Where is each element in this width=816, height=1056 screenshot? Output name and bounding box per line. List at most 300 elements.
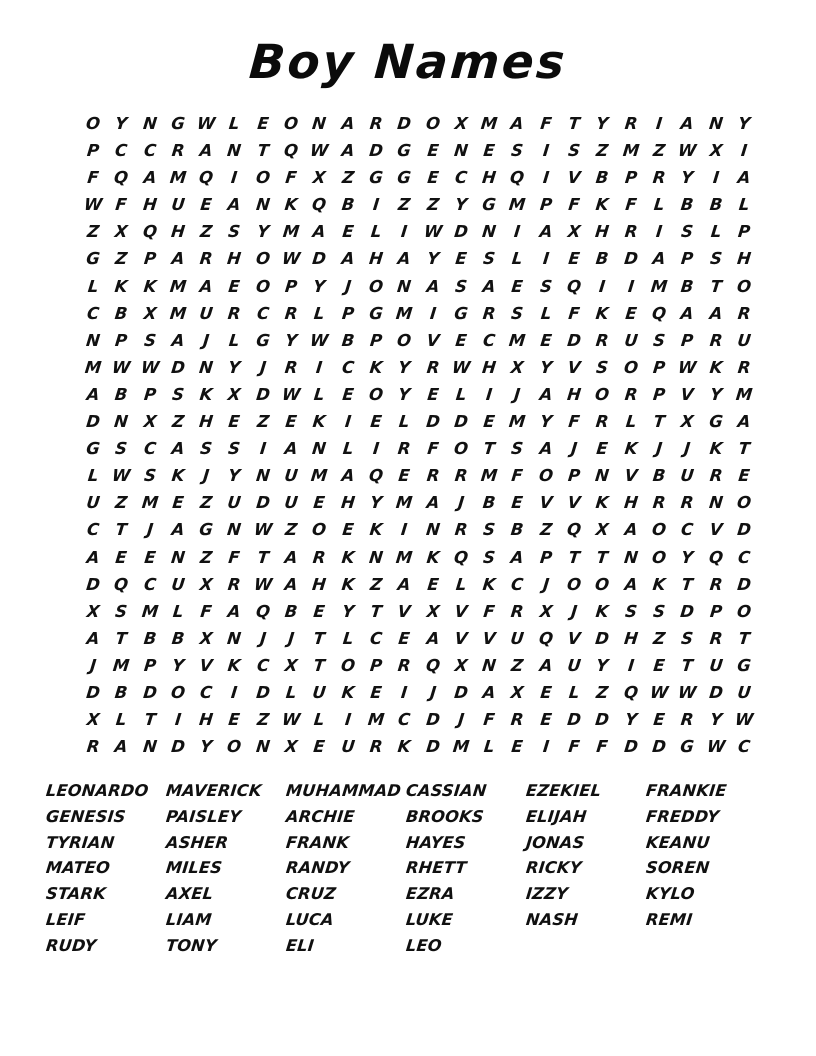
word-list-item[interactable]: ELIJAH xyxy=(525,806,588,826)
grid-cell[interactable]: U xyxy=(707,655,724,675)
grid-cell[interactable]: D xyxy=(424,412,441,432)
grid-cell[interactable]: S xyxy=(510,141,525,161)
grid-cell[interactable]: E xyxy=(256,114,270,133)
grid-cell[interactable]: V xyxy=(566,628,582,648)
word-list-item[interactable]: FREDDY xyxy=(645,806,721,826)
grid-cell[interactable]: E xyxy=(397,628,412,648)
grid-cell[interactable]: B xyxy=(283,601,299,621)
grid-cell[interactable]: L xyxy=(228,114,241,133)
grid-cell[interactable]: S xyxy=(482,547,497,567)
grid-cell[interactable]: E xyxy=(143,547,157,567)
grid-cell[interactable]: G xyxy=(198,520,215,540)
grid-cell[interactable]: Z xyxy=(86,222,101,242)
grid-cell[interactable]: E xyxy=(482,412,496,432)
grid-cell[interactable]: W xyxy=(705,737,726,757)
grid-cell[interactable]: S xyxy=(567,141,582,161)
grid-cell[interactable]: P xyxy=(114,330,129,350)
grid-cell[interactable]: O xyxy=(735,276,752,296)
grid-cell[interactable]: E xyxy=(312,493,327,513)
grid-cell[interactable]: S xyxy=(538,276,553,296)
word-list-item[interactable]: MATEO xyxy=(45,858,111,878)
grid-cell[interactable]: S xyxy=(623,601,638,621)
grid-cell[interactable]: T xyxy=(709,276,723,296)
grid-cell[interactable]: V xyxy=(481,628,497,648)
grid-cell[interactable]: E xyxy=(341,520,355,540)
grid-cell[interactable]: V xyxy=(198,655,214,675)
grid-cell[interactable]: A xyxy=(340,114,356,133)
grid-cell[interactable]: U xyxy=(226,493,243,513)
grid-cell[interactable]: R xyxy=(623,222,639,242)
grid-cell[interactable]: R xyxy=(425,357,441,377)
grid-cell[interactable]: O xyxy=(537,466,554,486)
word-list-item[interactable]: LEO xyxy=(405,935,443,955)
grid-cell[interactable]: O xyxy=(651,520,668,540)
grid-cell[interactable]: R xyxy=(397,439,412,459)
grid-cell[interactable]: T xyxy=(114,628,129,648)
grid-cell[interactable]: Z xyxy=(425,195,440,215)
grid-cell[interactable]: Z xyxy=(595,682,610,702)
grid-cell[interactable]: H xyxy=(170,222,186,242)
grid-cell[interactable]: Z xyxy=(199,222,214,242)
grid-cell[interactable]: A xyxy=(425,276,441,296)
grid-cell[interactable]: A xyxy=(538,655,554,675)
grid-cell[interactable]: U xyxy=(509,628,526,648)
grid-cell[interactable]: D xyxy=(453,682,469,702)
grid-cell[interactable]: I xyxy=(541,168,550,188)
grid-cell[interactable]: N xyxy=(255,737,271,757)
grid-cell[interactable]: E xyxy=(227,710,242,730)
grid-cell[interactable]: E xyxy=(284,412,298,432)
grid-cell[interactable]: I xyxy=(739,141,749,161)
grid-cell[interactable]: O xyxy=(651,547,668,567)
word-list-item[interactable]: LUCA xyxy=(285,909,335,929)
grid-cell[interactable]: B xyxy=(680,276,695,296)
grid-cell[interactable]: P xyxy=(369,655,384,675)
grid-cell[interactable]: H xyxy=(481,357,498,377)
grid-cell[interactable]: M xyxy=(395,547,414,567)
grid-cell[interactable]: F xyxy=(227,547,242,567)
grid-cell[interactable]: K xyxy=(368,357,384,377)
grid-cell[interactable]: N xyxy=(622,547,639,567)
grid-cell[interactable]: K xyxy=(397,737,412,757)
grid-cell[interactable]: R xyxy=(312,547,327,567)
grid-cell[interactable]: F xyxy=(624,195,638,215)
grid-cell[interactable]: X xyxy=(510,357,525,377)
grid-cell[interactable]: Q xyxy=(368,466,385,486)
grid-cell[interactable]: X xyxy=(198,574,214,594)
grid-cell[interactable]: E xyxy=(227,276,242,296)
grid-cell[interactable]: E xyxy=(567,249,581,269)
word-list-item[interactable]: REMI xyxy=(645,909,694,929)
grid-cell[interactable]: X xyxy=(198,628,214,648)
grid-cell[interactable]: K xyxy=(595,303,610,323)
grid-cell[interactable]: N xyxy=(226,628,243,648)
grid-cell[interactable]: P xyxy=(142,384,157,404)
grid-cell[interactable]: E xyxy=(539,330,553,350)
grid-cell[interactable]: N xyxy=(707,114,724,133)
grid-cell[interactable]: G xyxy=(453,303,469,323)
grid-cell[interactable]: L xyxy=(709,222,722,242)
grid-cell[interactable]: M xyxy=(621,141,641,161)
grid-cell[interactable]: R xyxy=(623,384,639,404)
grid-cell[interactable]: K xyxy=(283,195,299,215)
grid-cell[interactable]: W xyxy=(677,141,698,161)
word-list-item[interactable]: ARCHIE xyxy=(285,806,356,826)
grid-cell[interactable]: W xyxy=(196,114,217,133)
grid-cell[interactable]: J xyxy=(145,520,154,540)
word-list-item[interactable]: GENESIS xyxy=(45,806,127,826)
grid-cell[interactable]: P xyxy=(736,222,752,242)
grid-cell[interactable]: E xyxy=(199,195,213,215)
grid-cell[interactable]: O xyxy=(254,276,271,296)
word-list-item[interactable]: CRUZ xyxy=(285,884,338,904)
grid-cell[interactable]: Z xyxy=(255,710,270,730)
grid-cell[interactable]: W xyxy=(309,330,330,350)
grid-cell[interactable]: A xyxy=(227,601,243,621)
grid-cell[interactable]: A xyxy=(538,384,554,404)
grid-cell[interactable]: W xyxy=(733,710,755,730)
grid-cell[interactable]: I xyxy=(655,114,664,133)
grid-cell[interactable]: S xyxy=(114,439,129,459)
grid-cell[interactable]: A xyxy=(538,222,554,242)
grid-cell[interactable]: F xyxy=(595,737,610,757)
grid-cell[interactable]: F xyxy=(482,601,496,621)
grid-cell[interactable]: P xyxy=(284,276,299,296)
word-list-item[interactable]: AXEL xyxy=(165,884,215,904)
grid-cell[interactable]: I xyxy=(315,357,324,377)
grid-cell[interactable]: M xyxy=(480,466,499,486)
grid-cell[interactable]: H xyxy=(736,249,752,269)
grid-cell[interactable]: I xyxy=(372,195,381,215)
grid-cell[interactable]: S xyxy=(680,222,695,242)
grid-cell[interactable]: L xyxy=(86,466,100,486)
grid-cell[interactable]: Y xyxy=(425,249,440,269)
grid-cell[interactable]: M xyxy=(395,303,414,323)
grid-cell[interactable]: M xyxy=(168,276,188,296)
grid-cell[interactable]: A xyxy=(340,249,356,269)
grid-cell[interactable]: I xyxy=(541,737,550,757)
grid-cell[interactable]: R xyxy=(510,710,525,730)
grid-cell[interactable]: W xyxy=(281,710,302,730)
grid-cell[interactable]: B xyxy=(340,330,356,350)
grid-cell[interactable]: X xyxy=(114,222,129,242)
grid-cell[interactable]: I xyxy=(711,168,720,188)
grid-cell[interactable]: I xyxy=(541,141,550,161)
grid-cell[interactable]: G xyxy=(736,655,752,675)
grid-cell[interactable]: D xyxy=(622,737,639,757)
grid-cell[interactable]: Y xyxy=(538,412,553,432)
grid-cell[interactable]: A xyxy=(481,682,497,702)
grid-cell[interactable]: N xyxy=(311,114,328,133)
grid-cell[interactable]: E xyxy=(426,574,440,594)
grid-cell[interactable]: Y xyxy=(623,710,638,730)
grid-cell[interactable]: R xyxy=(736,357,752,377)
grid-cell[interactable]: A xyxy=(510,547,525,567)
grid-cell[interactable]: R xyxy=(85,737,101,757)
grid-cell[interactable]: S xyxy=(595,357,610,377)
grid-cell[interactable]: Q xyxy=(509,168,526,188)
grid-cell[interactable]: G xyxy=(396,168,413,188)
grid-cell[interactable]: L xyxy=(284,682,298,702)
grid-cell[interactable]: P xyxy=(680,249,695,269)
grid-cell[interactable]: A xyxy=(170,330,186,350)
grid-cell[interactable]: I xyxy=(343,710,352,730)
grid-cell[interactable]: J xyxy=(343,276,352,296)
grid-cell[interactable]: F xyxy=(567,737,581,757)
grid-cell[interactable]: W xyxy=(139,357,160,377)
grid-cell[interactable]: L xyxy=(341,439,355,459)
grid-cell[interactable]: Z xyxy=(255,412,270,432)
grid-cell[interactable]: L xyxy=(115,710,128,730)
grid-cell[interactable]: R xyxy=(368,737,384,757)
grid-cell[interactable]: Y xyxy=(227,357,242,377)
grid-cell[interactable]: E xyxy=(510,737,525,757)
word-list-item[interactable]: MAVERICK xyxy=(165,781,263,800)
grid-cell[interactable]: D xyxy=(396,114,413,133)
grid-cell[interactable]: U xyxy=(198,303,215,323)
grid-cell[interactable]: N xyxy=(198,357,215,377)
grid-cell[interactable]: I xyxy=(400,682,409,702)
grid-cell[interactable]: B xyxy=(170,628,186,648)
grid-cell[interactable]: J xyxy=(258,628,268,648)
grid-cell[interactable]: G xyxy=(679,737,696,757)
grid-cell[interactable]: K xyxy=(114,276,129,296)
grid-cell[interactable]: D xyxy=(141,682,158,702)
grid-cell[interactable]: A xyxy=(85,547,101,567)
grid-cell[interactable]: B xyxy=(114,682,129,702)
grid-cell[interactable]: N xyxy=(396,276,413,296)
grid-cell[interactable]: E xyxy=(426,168,440,188)
grid-cell[interactable]: O xyxy=(396,330,413,350)
grid-cell[interactable]: Y xyxy=(255,222,270,242)
grid-cell[interactable]: H xyxy=(368,249,385,269)
word-list-item[interactable]: TONY xyxy=(165,935,218,955)
grid-cell[interactable]: E xyxy=(539,682,553,702)
grid-cell[interactable]: M xyxy=(168,168,188,188)
grid-cell[interactable]: N xyxy=(226,520,243,540)
grid-cell[interactable]: Q xyxy=(113,574,130,594)
grid-cell[interactable]: U xyxy=(170,574,186,594)
grid-cell[interactable]: X xyxy=(425,601,441,621)
grid-cell[interactable]: A xyxy=(623,520,639,540)
grid-cell[interactable]: K xyxy=(170,466,186,486)
grid-cell[interactable]: L xyxy=(86,276,100,296)
grid-cell[interactable]: L xyxy=(171,601,185,621)
grid-cell[interactable]: Z xyxy=(538,520,553,540)
word-list-item[interactable]: TYRIAN xyxy=(45,832,116,852)
grid-cell[interactable]: E xyxy=(114,547,129,567)
grid-cell[interactable]: E xyxy=(454,249,468,269)
grid-cell[interactable]: V xyxy=(425,330,441,350)
grid-cell[interactable]: N xyxy=(707,493,724,513)
grid-cell[interactable]: Q xyxy=(537,628,554,648)
grid-cell[interactable]: E xyxy=(426,141,440,161)
grid-cell[interactable]: Q xyxy=(651,303,668,323)
grid-cell[interactable]: Y xyxy=(369,493,384,513)
grid-cell[interactable]: S xyxy=(482,520,497,540)
grid-cell[interactable]: E xyxy=(510,276,525,296)
grid-cell[interactable]: R xyxy=(595,330,610,350)
grid-cell[interactable]: Y xyxy=(340,601,355,621)
grid-cell[interactable]: Q xyxy=(566,520,583,540)
grid-cell[interactable]: C xyxy=(482,330,497,350)
grid-cell[interactable]: K xyxy=(623,439,639,459)
grid-cell[interactable]: P xyxy=(142,655,157,675)
grid-cell[interactable]: U xyxy=(85,493,101,513)
grid-cell[interactable]: I xyxy=(655,222,664,242)
grid-cell[interactable]: N xyxy=(594,466,611,486)
grid-cell[interactable]: S xyxy=(142,330,157,350)
grid-cell[interactable]: O xyxy=(452,439,470,459)
grid-cell[interactable]: J xyxy=(89,655,98,675)
word-list-item[interactable]: KYLO xyxy=(645,884,696,904)
grid-cell[interactable]: X xyxy=(312,168,327,188)
grid-cell[interactable]: V xyxy=(453,601,469,621)
grid-cell[interactable]: C xyxy=(114,141,129,161)
grid-cell[interactable]: H xyxy=(226,249,243,269)
grid-cell[interactable]: Y xyxy=(397,357,412,377)
grid-cell[interactable]: Q xyxy=(622,682,639,702)
grid-cell[interactable]: J xyxy=(202,466,211,486)
grid-cell[interactable]: L xyxy=(567,682,581,702)
grid-cell[interactable]: A xyxy=(170,520,186,540)
grid-cell[interactable]: E xyxy=(369,412,383,432)
grid-cell[interactable]: L xyxy=(313,303,326,323)
grid-cell[interactable]: U xyxy=(340,737,356,757)
grid-cell[interactable]: P xyxy=(708,601,723,621)
grid-cell[interactable]: I xyxy=(230,168,239,188)
grid-cell[interactable]: N xyxy=(368,547,385,567)
grid-cell[interactable]: F xyxy=(86,168,100,188)
grid-cell[interactable]: J xyxy=(258,357,268,377)
grid-cell[interactable]: D xyxy=(170,737,186,757)
grid-cell[interactable]: E xyxy=(454,330,468,350)
grid-cell[interactable]: O xyxy=(594,574,611,594)
grid-cell[interactable]: F xyxy=(426,439,440,459)
grid-cell[interactable]: L xyxy=(454,384,468,404)
grid-cell[interactable]: X xyxy=(510,682,525,702)
grid-cell[interactable]: U xyxy=(736,330,752,350)
grid-cell[interactable]: Y xyxy=(312,276,327,296)
grid-cell[interactable]: T xyxy=(312,655,327,675)
grid-cell[interactable]: D xyxy=(622,249,639,269)
grid-cell[interactable]: A xyxy=(651,249,667,269)
grid-cell[interactable]: R xyxy=(425,466,441,486)
grid-cell[interactable]: N xyxy=(141,737,158,757)
grid-cell[interactable]: R xyxy=(736,303,752,323)
grid-cell[interactable]: A xyxy=(538,439,554,459)
grid-cell[interactable]: O xyxy=(622,357,639,377)
grid-cell[interactable]: V xyxy=(566,357,582,377)
grid-cell[interactable]: M xyxy=(310,466,329,486)
grid-cell[interactable]: A xyxy=(340,141,356,161)
grid-cell[interactable]: Y xyxy=(708,384,723,404)
grid-cell[interactable]: O xyxy=(254,168,271,188)
grid-cell[interactable]: I xyxy=(626,276,635,296)
grid-cell[interactable]: V xyxy=(397,601,412,621)
grid-cell[interactable]: E xyxy=(624,303,638,323)
grid-cell[interactable]: A xyxy=(198,141,214,161)
grid-cell[interactable]: E xyxy=(482,141,496,161)
grid-cell[interactable]: M xyxy=(282,222,301,242)
grid-cell[interactable]: N xyxy=(226,141,243,161)
grid-cell[interactable]: M xyxy=(508,412,527,432)
grid-cell[interactable]: R xyxy=(397,655,412,675)
grid-cell[interactable]: W xyxy=(281,384,302,404)
grid-cell[interactable]: F xyxy=(284,168,298,188)
grid-cell[interactable]: S xyxy=(708,249,723,269)
grid-cell[interactable]: D xyxy=(424,710,441,730)
grid-cell[interactable]: M xyxy=(140,493,159,513)
word-list-item[interactable]: MUHAMMAD xyxy=(285,781,403,800)
grid-cell[interactable]: H xyxy=(594,222,611,242)
grid-cell[interactable]: G xyxy=(481,195,498,215)
word-list-item[interactable]: FRANKIE xyxy=(645,781,728,800)
grid-cell[interactable]: M xyxy=(112,655,131,675)
grid-cell[interactable]: P xyxy=(652,357,667,377)
grid-cell[interactable]: T xyxy=(114,520,129,540)
grid-cell[interactable]: Q xyxy=(452,547,470,567)
grid-cell[interactable]: D xyxy=(255,493,271,513)
grid-cell[interactable]: I xyxy=(400,222,409,242)
grid-cell[interactable]: R xyxy=(283,357,299,377)
grid-cell[interactable]: Y xyxy=(680,168,695,188)
grid-cell[interactable]: R xyxy=(481,303,497,323)
grid-cell[interactable]: C xyxy=(510,574,525,594)
grid-cell[interactable]: G xyxy=(85,249,101,269)
grid-cell[interactable]: W xyxy=(252,520,274,540)
grid-cell[interactable]: J xyxy=(456,710,466,730)
grid-cell[interactable]: T xyxy=(143,710,157,730)
grid-cell[interactable]: B xyxy=(680,195,695,215)
grid-cell[interactable]: P xyxy=(369,330,384,350)
grid-cell[interactable]: E xyxy=(510,493,525,513)
grid-cell[interactable]: E xyxy=(227,412,242,432)
grid-cell[interactable]: D xyxy=(85,682,102,702)
grid-cell[interactable]: V xyxy=(538,493,554,513)
grid-cell[interactable]: L xyxy=(228,330,241,350)
grid-cell[interactable]: K xyxy=(340,682,356,702)
grid-cell[interactable]: F xyxy=(114,195,129,215)
grid-cell[interactable]: H xyxy=(481,168,498,188)
grid-cell[interactable]: Q xyxy=(113,168,130,188)
grid-cell[interactable]: Z xyxy=(397,195,412,215)
grid-cell[interactable]: N xyxy=(481,222,498,242)
grid-cell[interactable]: W xyxy=(309,141,330,161)
grid-cell[interactable]: R xyxy=(510,601,525,621)
word-list-item[interactable]: CASSIAN xyxy=(405,781,488,800)
word-list-item[interactable]: EZRA xyxy=(405,884,456,904)
grid-cell[interactable]: A xyxy=(170,249,186,269)
grid-cell[interactable]: R xyxy=(708,466,724,486)
grid-cell[interactable]: H xyxy=(198,412,215,432)
grid-cell[interactable]: M xyxy=(649,276,669,296)
grid-cell[interactable]: N xyxy=(311,439,328,459)
grid-cell[interactable]: E xyxy=(312,737,327,757)
grid-cell[interactable]: A xyxy=(142,168,158,188)
word-list-item[interactable]: LUKE xyxy=(405,909,455,929)
grid-cell[interactable]: D xyxy=(651,737,667,757)
grid-cell[interactable]: D xyxy=(255,682,271,702)
grid-cell[interactable]: X xyxy=(283,737,299,757)
grid-cell[interactable]: M xyxy=(366,710,386,730)
grid-cell[interactable]: Y xyxy=(595,114,610,133)
grid-cell[interactable]: N xyxy=(453,141,469,161)
grid-cell[interactable]: Z xyxy=(369,574,384,594)
grid-cell[interactable]: O xyxy=(594,384,611,404)
grid-cell[interactable]: T xyxy=(256,547,270,567)
grid-cell[interactable]: M xyxy=(734,384,754,404)
